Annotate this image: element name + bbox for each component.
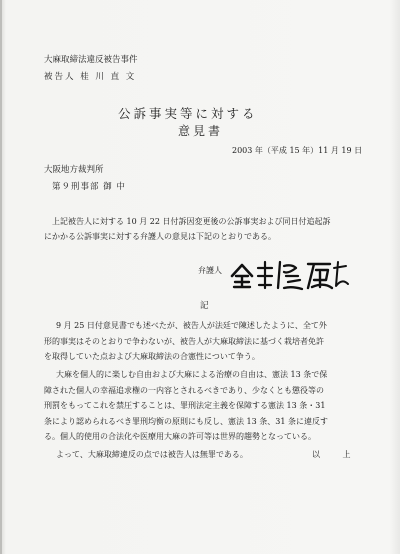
intro-line-1: 上記被告人に対する 10 月 22 日付訴因変更後の公訴事実および同日付追起訴 xyxy=(52,217,331,226)
para1-line-2: 形的事実はそのとおりで争わないが、被告人が大麻取締法に基づく栽培者免許 xyxy=(44,337,324,346)
lawyer-label: 弁護人 xyxy=(198,266,222,275)
scan-edge xyxy=(0,0,2,554)
lawyer-signature xyxy=(228,256,350,292)
title-line-1: 公訴事実等に対する xyxy=(118,106,258,121)
para3-line-1: よって、大麻取締違反の点では被告人は無罪である。 xyxy=(56,450,248,459)
para2-line-3: 刑罰をもってこれを禁圧することは、罪刑法定主義を保障する憲法 13 条・31 xyxy=(44,401,326,410)
case-name: 大麻取締法違反被告事件 xyxy=(44,55,138,65)
closing-ijo: 以 上 xyxy=(312,450,361,459)
court-name: 大阪地方裁判所 xyxy=(44,165,104,175)
para2-line-5: る。個人的使用の合法化や医療用大麻の許可等は世界的趨勢となっている。 xyxy=(44,432,316,441)
defendant-name: 被告人 桂 川 直 文 xyxy=(44,72,137,82)
para2-line-1: 大麻を個人的に楽しむ自由および大麻による治療の自由は、憲法 13 条で保 xyxy=(56,370,328,379)
para2-line-2: 障された個人の幸福追求権の一内容とされるべきであり、少なくとも懲役等の xyxy=(44,386,324,395)
para1-line-3: を取得していた点および大麻取締法の合憲性について争う。 xyxy=(44,352,260,361)
ki-heading: 記 xyxy=(200,301,209,311)
intro-line-2: にかかる公訴事実に対する弁護人の意見は下記のとおりである。 xyxy=(44,232,276,241)
document-date: 2003 年（平成 15 年）11 月 19 日 xyxy=(232,146,363,155)
para1-line-1: 9 月 25 日付意見書でも述べたが、被告人が法廷で陳述したように、全て外 xyxy=(56,321,327,330)
court-department: 第９刑事部 御 中 xyxy=(52,182,126,192)
para2-line-4: 条により認められるべき罪刑均衡の原則にも反し、憲法 13 条、31 条に違反す xyxy=(44,417,328,426)
title-line-2: 意見書 xyxy=(178,124,224,138)
